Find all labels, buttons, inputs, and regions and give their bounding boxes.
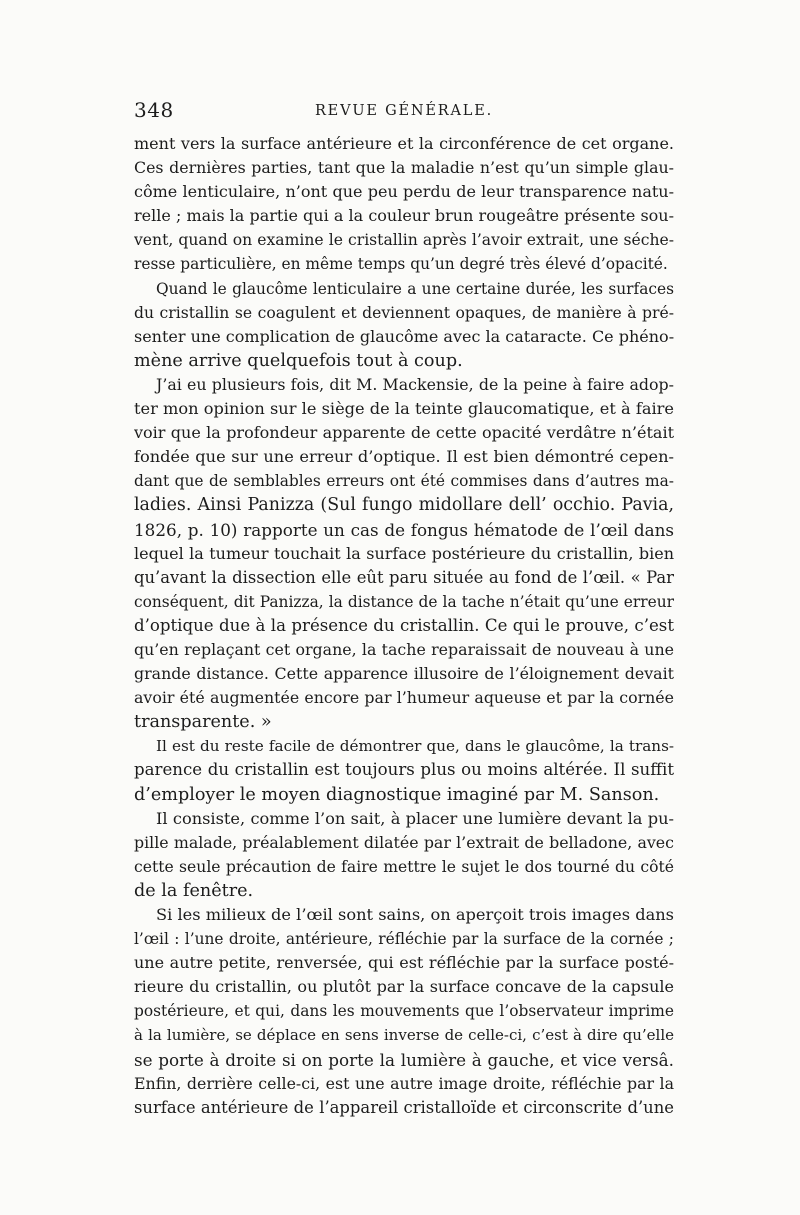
text-line: ladies. Ainsi Panizza (Sul fungo midollare dell’ occhio. Pavia, [134, 495, 674, 516]
page-number: 348 [134, 98, 174, 122]
text-line: l’œil : l’une droite, antérieure, réfléchie par la surface de la cornée ; [134, 930, 674, 949]
text-line: surface antérieure de l’appareil cristalloïde et circonscrite d’une [134, 1097, 674, 1117]
text-line: d’employer le moyen diagnostique imaginé par M. Sanson. [134, 784, 660, 805]
text-line: du cristallin se coagulent et deviennent opaques, de manière à pré- [134, 303, 674, 322]
text-line: pille malade, préalablement dilatée par l’extrait de belladone, avec [134, 832, 674, 852]
text-line: transparente. » [134, 712, 272, 733]
text-line: 1826, p. 10) rapporte un cas de fongus hématode de l’œil dans [134, 519, 674, 540]
text-line: ter mon opinion sur le siège de la teinte glaucomatique, et à faire [134, 399, 674, 419]
text-line: qu’avant la dissection elle eût paru située au fond de l’œil. « Par [134, 567, 674, 587]
text-line: resse particulière, en même temps qu’un degré très élevé d’opacité. [134, 255, 668, 274]
text-line: Il est du reste facile de démontrer que, dans le glaucôme, la trans- [156, 737, 674, 756]
text-line: ment vers la surface antérieure et la circonférence de cet organe. [134, 134, 674, 153]
text-line: J’ai eu plusieurs fois, dit M. Mackensie, de la peine à faire adop- [156, 374, 674, 394]
text-line: Ces dernières parties, tant que la maladie n’est qu’un simple glau- [134, 158, 674, 178]
text-line: Il consiste, comme l’on sait, à placer une lumière devant la pu- [156, 808, 674, 828]
text-line: dant que de semblables erreurs ont été commises dans d’autres ma- [134, 472, 674, 491]
text-line: lequel la tumeur touchait la surface postérieure du cristallin, bien [134, 543, 674, 563]
text-line: avoir été augmentée encore par l’humeur aqueuse et par la cornée [134, 688, 674, 708]
text-line: mène arrive quelquefois tout à coup. [134, 350, 463, 371]
text-line: parence du cristallin est toujours plus ou moins altérée. Il suffit [134, 760, 674, 780]
text-line: rieure du cristallin, ou plutôt par la surface concave de la capsule [134, 977, 674, 997]
body-text [134, 132, 674, 1120]
text-line: côme lenticulaire, n’ont que peu perdu de leur transparence natu- [134, 182, 674, 202]
page-header [134, 98, 674, 124]
text-line: conséquent, dit Panizza, la distance de la tache n’était qu’une erreur [134, 592, 674, 611]
text-line: voir que la profondeur apparente de cette opacité verdâtre n’était [134, 423, 674, 443]
text-line: Quand le glaucôme lenticulaire a une certaine durée, les surfaces [156, 279, 674, 298]
text-line: qu’en replaçant cet organe, la tache reparaissait de nouveau à une [134, 639, 674, 659]
text-line: d’optique due à la présence du cristallin. Ce qui le prouve, c’est [134, 615, 674, 635]
text-line: une autre petite, renversée, qui est réfléchie par la surface posté- [134, 953, 674, 973]
running-title: REVUE GÉNÉRALE. [314, 103, 494, 119]
text-line: Si les milieux de l’œil sont sains, on aperçoit trois images dans [156, 905, 674, 924]
text-line: Enfin, derrière celle-ci, est une autre image droite, réfléchie par la [134, 1073, 674, 1093]
text-line: vent, quand on examine le cristallin après l’avoir extrait, une séche- [134, 231, 674, 250]
text-line: relle ; mais la partie qui a la couleur brun rougeâtre présente sou- [134, 206, 674, 226]
text-line: se porte à droite si on porte la lumière à gauche, et vice versâ. [134, 1049, 674, 1070]
text-line: de la fenêtre. [134, 880, 254, 901]
text-line: grande distance. Cette apparence illusoire de l’éloignement devait [134, 664, 674, 684]
text-line: fondée que sur une erreur d’optique. Il est bien démontré cepen- [134, 447, 674, 467]
text-line: à la lumière, se déplace en sens inverse de celle-ci, c’est à dire qu’elle [134, 1026, 674, 1045]
text-line: cette seule précaution de faire mettre le sujet le dos tourné du côté [134, 857, 674, 876]
text-line: senter une complication de glaucôme avec la cataracte. Ce phéno- [134, 326, 674, 346]
text-line: postérieure, et qui, dans les mouvements que l’observateur imprime [134, 1002, 674, 1021]
